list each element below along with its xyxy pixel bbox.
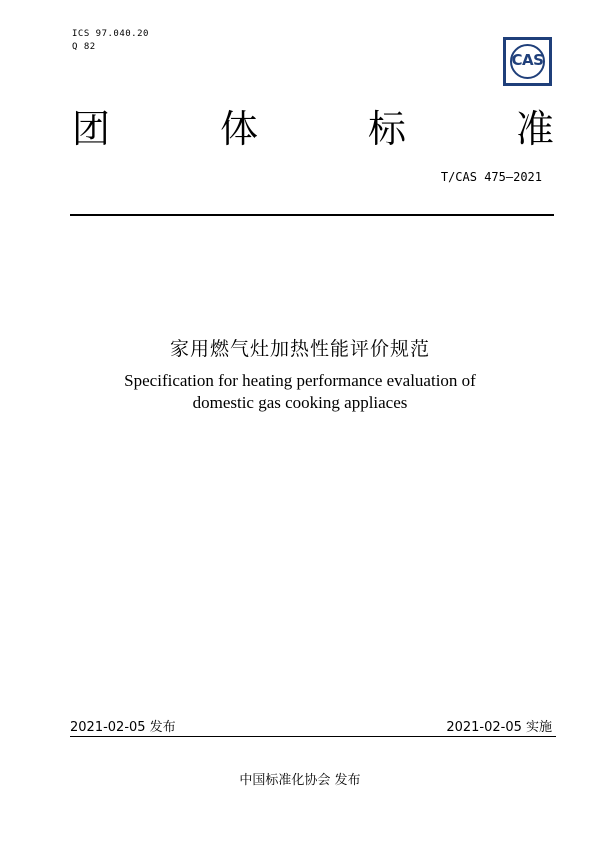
standard-code: T/CAS 475—2021 xyxy=(440,170,542,184)
ics-code: ICS 97.040.20 xyxy=(72,29,149,39)
ccs-code: Q 82 xyxy=(72,42,96,52)
header-divider xyxy=(70,214,554,216)
document-title-en-line2: domestic gas cooking appliaces xyxy=(192,393,408,412)
heading-char-1: 团 xyxy=(72,107,111,151)
classification-codes xyxy=(72,28,149,54)
implementation-date: 2021-02-05 实施 xyxy=(446,720,552,735)
heading-char-2: 体 xyxy=(219,107,258,151)
standard-type-heading xyxy=(72,104,554,154)
publisher: 中国标准化协会 发布 xyxy=(239,773,361,788)
document-title-en xyxy=(0,370,600,414)
publication-date: 2021-02-05 发布 xyxy=(70,720,176,735)
document-title-en-line1: Specification for heating performance evaluation of xyxy=(124,371,476,390)
cas-logo xyxy=(503,37,552,86)
cas-logo-text: CAS xyxy=(511,51,544,69)
heading-char-4: 准 xyxy=(515,107,554,151)
heading-char-3: 标 xyxy=(367,107,406,151)
footer-divider xyxy=(70,736,556,737)
document-title-cn: 家用燃气灶加热性能评价规范 xyxy=(169,338,430,360)
